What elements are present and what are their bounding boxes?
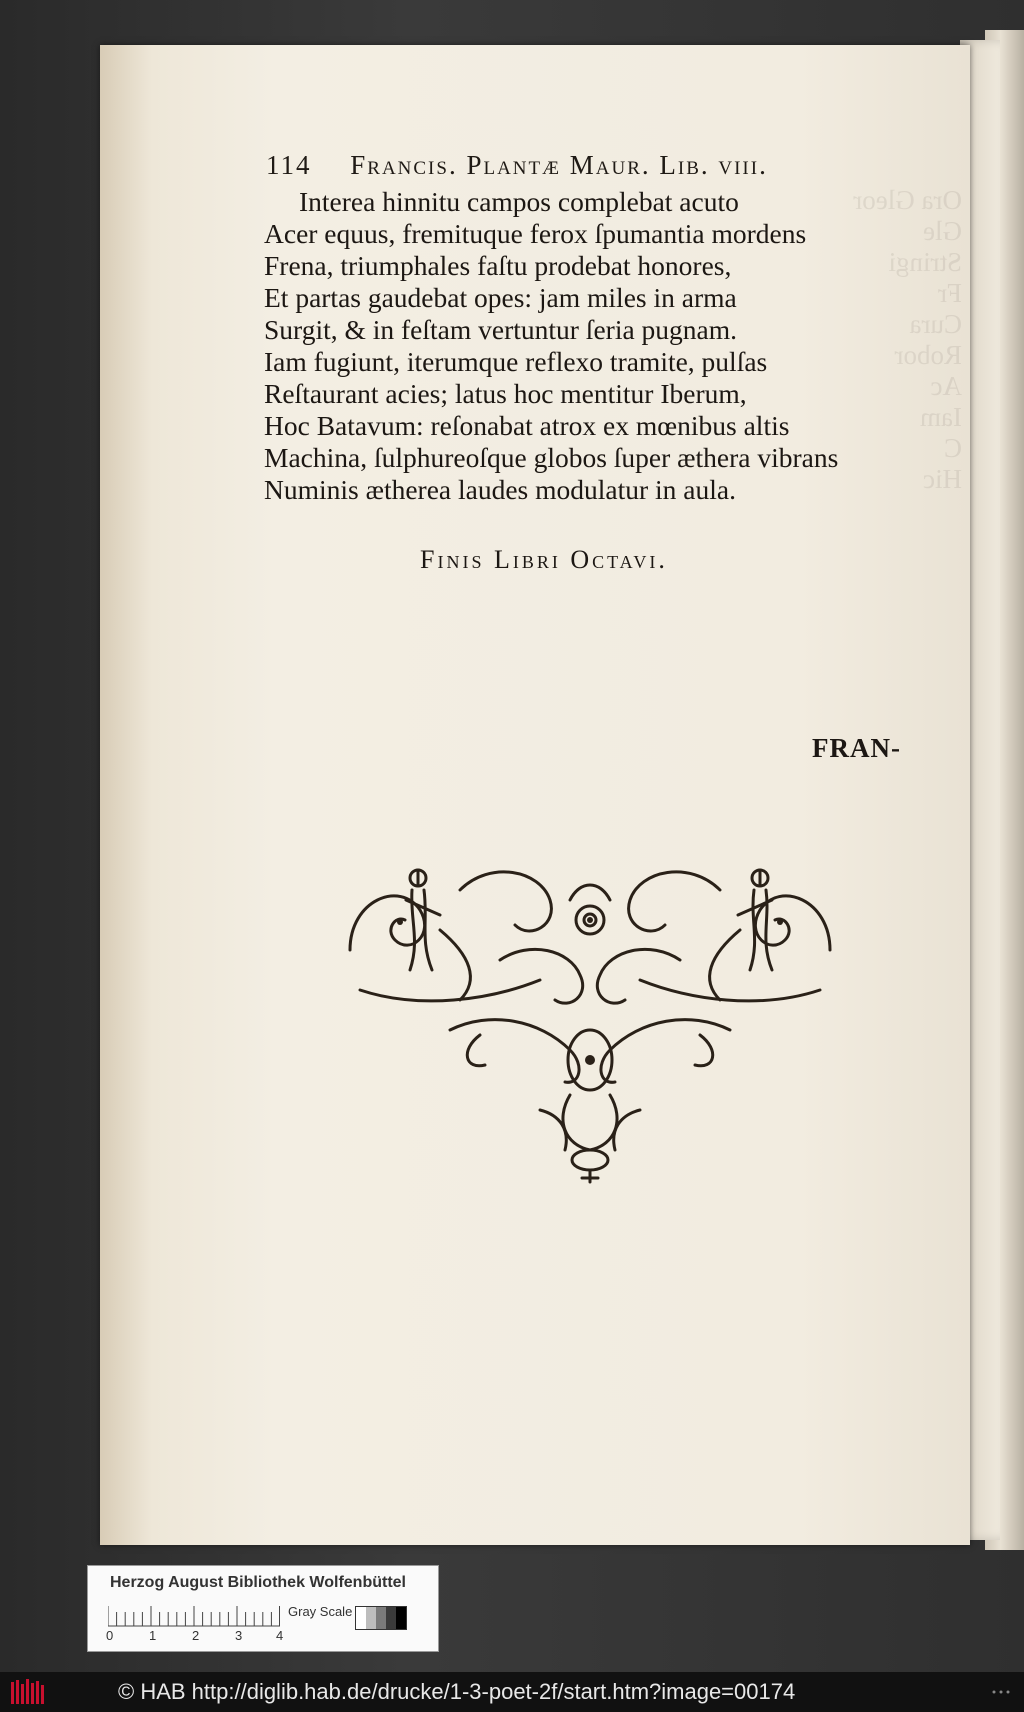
verse-line: Surgit, & in feſtam vertuntur ſeria pugnam. (264, 314, 738, 345)
hab-logo-icon (10, 1678, 46, 1706)
verse-line: Interea hinnitu campos complebat acuto (299, 186, 739, 217)
verse-line: Frena, triumphales faſtu prodebat honores, (264, 250, 732, 281)
verse-line: Iam fugiunt, iterumque reflexo tramite, pulſas (264, 346, 768, 377)
ruler-number: 0 (106, 1628, 114, 1643)
running-title: Francis. Plantæ Maur. Lib. viii. (350, 150, 768, 180)
footer-bar (0, 1672, 1024, 1712)
show-through-text: Ora Gleor Gle Stringi Fr Cura Robor Ac Iam C Hic (853, 185, 962, 494)
gray-scale-label: Gray Scale (288, 1604, 353, 1619)
ruler-number: 2 (192, 1628, 200, 1643)
verse-block (264, 186, 904, 506)
woodcut-ornament (340, 860, 840, 1185)
library-name: Herzog August Bibliothek Wolfenbüttel (110, 1574, 406, 1591)
verse-line: Numinis ætherea laudes modulatur in aula. (264, 474, 736, 505)
verse-line: Hoc Batavum: reſonabat atrox ex mœnibus altis (264, 410, 790, 441)
page-number: 114 (266, 150, 312, 180)
verse-line: Et partas gaudebat opes: jam miles in arma (264, 282, 737, 313)
gray-scale-swatch (355, 1606, 407, 1630)
verse-line: Machina, ſulphureoſque globos ſuper æthera vibrans (264, 442, 839, 473)
running-header (266, 150, 856, 181)
more-icon[interactable] (992, 1690, 1010, 1694)
ruler-number: 3 (235, 1628, 243, 1643)
verse-line: Acer equus, fremituque ferox ſpumantia mordens (264, 218, 807, 249)
finis-line: Finis Libri Octavi. (420, 545, 668, 574)
ruler-number: 4 (276, 1628, 284, 1643)
color-calibration-card (87, 1565, 439, 1652)
catchword: FRAN- (812, 733, 901, 763)
ruler-number: 1 (149, 1628, 157, 1643)
verse-line: Reſtaurant acies; latus hoc mentitur Iberum, (264, 378, 747, 409)
copyright-url[interactable]: © HAB http://diglib.hab.de/drucke/1-3-poet-2f/start.htm?image=00174 (118, 1679, 796, 1704)
